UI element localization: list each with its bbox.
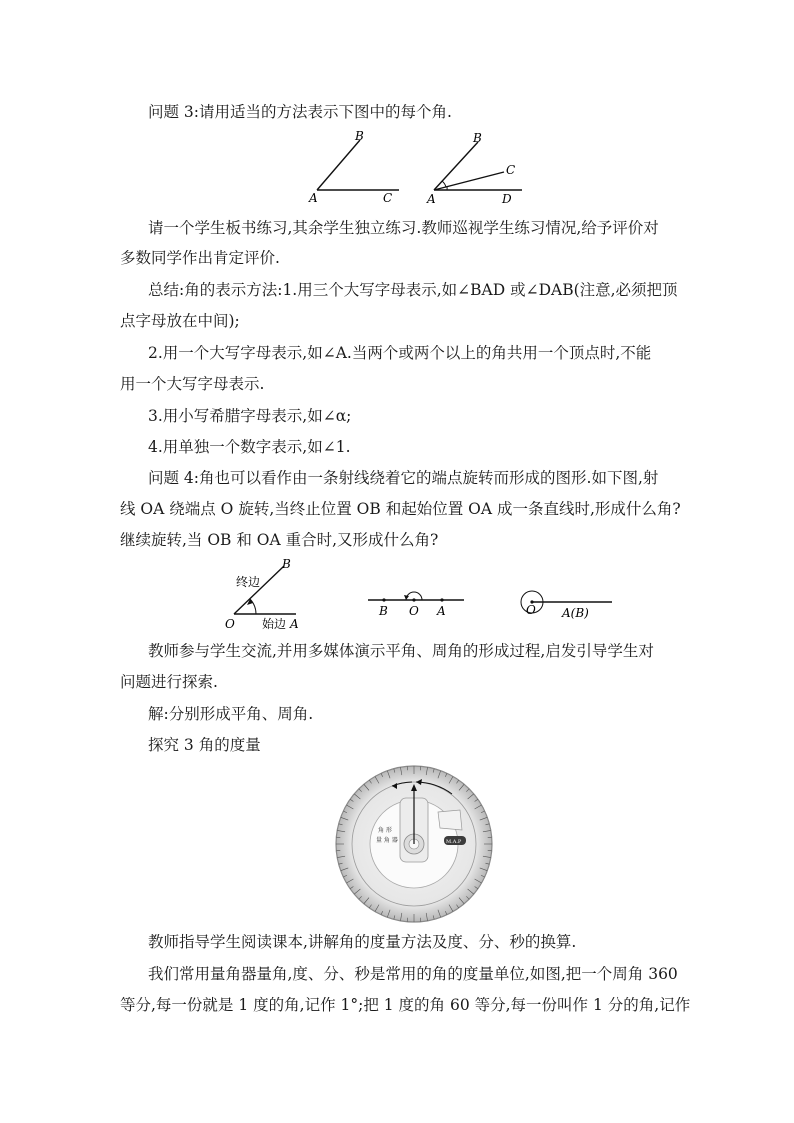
measure-line-2: 等分,每一份就是 1 度的角,记作 1°;把 1 度的角 60 等分,每一份叫作 1 分的角,记作 [120, 996, 691, 1014]
label-b: B [473, 131, 482, 145]
method2-line-2: 用一个大写字母表示. [120, 375, 265, 393]
question4-line-3: 继续旋转,当 OB 和 OA 重合时,又形成什么角? [120, 531, 439, 549]
summary-line-2: 点字母放在中间); [120, 312, 240, 330]
label-a: A [290, 617, 299, 631]
label-a: A [437, 604, 446, 618]
label-o: O [526, 603, 536, 617]
protractor-badge: M.A.P [446, 839, 462, 845]
label-c: C [383, 191, 393, 205]
practice-line-1: 请一个学生板书练习,其余学生独立练习.教师巡视学生练习情况,给予评价对 [148, 219, 659, 237]
method3-line: 3.用小写希腊字母表示,如∠α; [148, 407, 352, 425]
label-b: B [355, 129, 364, 143]
protractor-label-1: 角 形 [378, 827, 392, 834]
label-o: O [409, 604, 419, 618]
initial-side-label: 始边 [262, 617, 287, 631]
practice-line-2: 多数同学作出肯定评价. [120, 249, 280, 267]
label-a: A [309, 191, 318, 205]
label-b: B [282, 557, 291, 571]
figure-straight-angle [362, 580, 472, 620]
method2-line-1: 2.用一个大写字母表示,如∠A.当两个或两个以上的角共用一个顶点时,不能 [148, 344, 652, 362]
figure-full-angle [512, 584, 622, 624]
teacher-line-1: 教师参与学生交流,并用多媒体演示平角、周角的形成过程,启发引导学生对 [148, 642, 654, 660]
guide-line: 教师指导学生阅读课本,讲解角的度量方法及度、分、秒的换算. [148, 933, 577, 951]
protractor-label-2: 量 角 器 [376, 837, 398, 844]
teacher-line-2: 问题进行探索. [120, 673, 218, 691]
solution-line: 解:分别形成平角、周角. [148, 705, 314, 723]
method4-line: 4.用单独一个数字表示,如∠1. [148, 438, 351, 456]
figure-rotation-angle [222, 556, 332, 636]
explore3-heading: 探究 3 角的度量 [148, 736, 261, 754]
figure-angle-bad [422, 128, 532, 208]
label-o: O [225, 617, 235, 631]
figure-angle-bac [305, 128, 405, 208]
question4-line-1: 问题 4:角也可以看作由一条射线绕着它的端点旋转而形成的图形.如下图,射 [148, 469, 659, 487]
label-a: A [427, 192, 436, 206]
label-c: C [506, 163, 516, 177]
terminal-side-label: 终边 [236, 575, 261, 589]
measure-line-1: 我们常用量角器量角,度、分、秒是常用的角的度量单位,如图,把一个周角 360 [148, 965, 678, 983]
question-3: 问题 3:请用适当的方法表示下图中的每个角. [148, 103, 452, 121]
label-b: B [379, 604, 388, 618]
question4-line-2: 线 OA 绕端点 O 旋转,当终止位置 OB 和起始位置 OA 成一条直线时,形成什么角? [120, 500, 681, 518]
protractor-image [334, 764, 494, 924]
summary-line-1: 总结:角的表示方法:1.用三个大写字母表示,如∠BAD 或∠DAB(注意,必须把顶 [148, 281, 678, 299]
label-ab: A(B) [562, 606, 589, 620]
label-d: D [502, 192, 512, 206]
